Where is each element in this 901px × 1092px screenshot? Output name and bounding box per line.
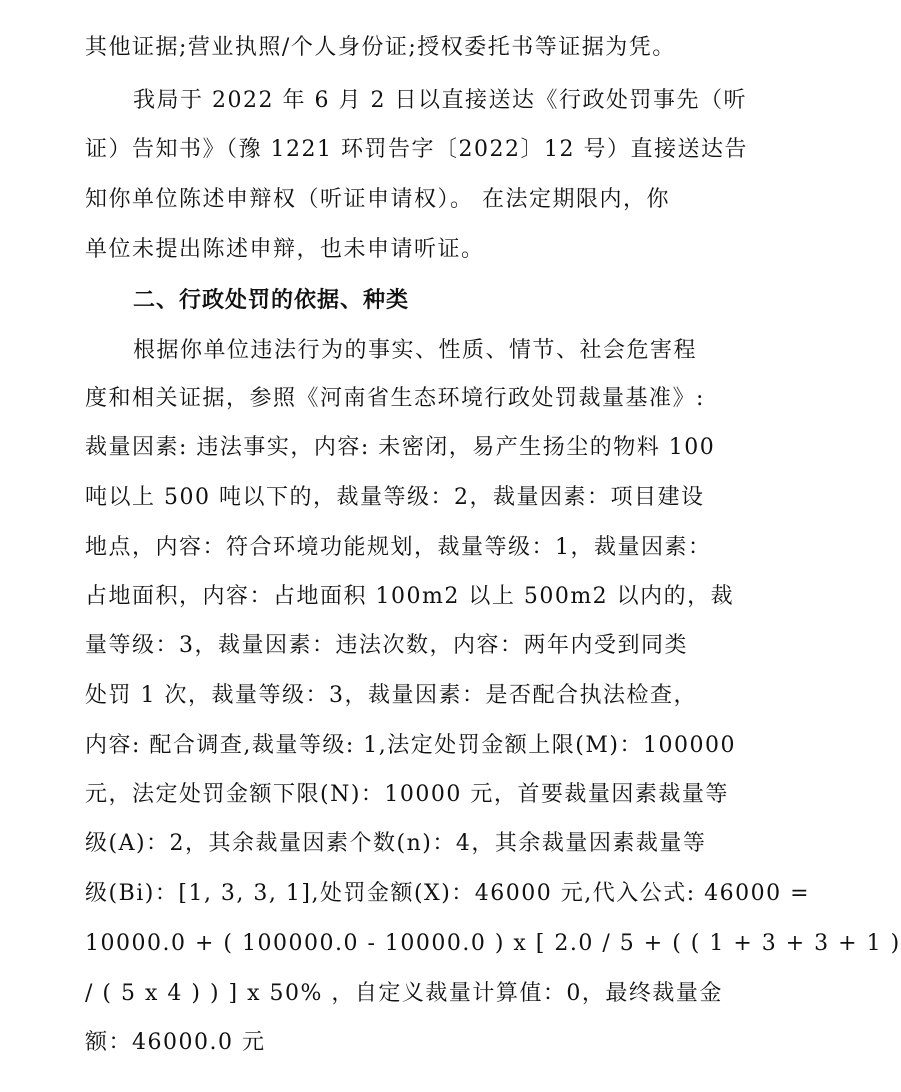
text-line-4: 知你单位陈述申辩权（听证申请权）。 在法定期限内，你 bbox=[85, 187, 670, 212]
text-line-17: 级(A)：2，其余裁量因素个数(n)：4，其余裁量因素裁量等 bbox=[85, 831, 707, 856]
text-line-1: 其他证据;营业执照/个人身份证;授权委托书等证据为凭。 bbox=[85, 35, 676, 60]
text-line-5: 单位未提出陈述申辩，也未申请听证。 bbox=[85, 237, 485, 262]
text-line-7: 根据你单位违法行为的事实、性质、情节、社会危害程 bbox=[133, 338, 698, 363]
text-line-19: 10000.0 + ( 100000.0 - 10000.0 ) x [ 2.0 / 5 + ( ( 1 + 3 + 3 + 1 ) bbox=[85, 931, 901, 956]
text-line-11: 地点，内容：符合环境功能规划，裁量等级：1，裁量因素： bbox=[85, 535, 712, 560]
text-line-20: / ( 5 x 4 ) ) ] x 50% ，自定义裁量计算值：0，最终裁量金 bbox=[85, 981, 723, 1006]
text-line-10: 吨以上 500 吨以下的，裁量等级：2，裁量因素：项目建设 bbox=[85, 485, 705, 510]
text-line-12: 占地面积，内容：占地面积 100m2 以上 500m2 以内的，裁 bbox=[85, 584, 735, 609]
text-line-14: 处罚 1 次，裁量等级：3，裁量因素：是否配合执法检查， bbox=[85, 683, 697, 708]
text-line-13: 量等级：3，裁量因素：违法次数，内容：两年内受到同类 bbox=[85, 633, 688, 658]
text-line-16: 元，法定处罚金额下限(N)：10000 元，首要裁量因素裁量等 bbox=[85, 782, 729, 807]
text-line-18: 级(Bi)：[1, 3, 3, 1],处罚金额(X)：46000 元,代入公式: 46000 = bbox=[85, 881, 811, 906]
text-line-3: 证）告知书》（豫 1221 环罚告字〔2022〕12 号）直接送达告 bbox=[85, 137, 748, 162]
text-line-2: 我局于 2022 年 6 月 2 日以直接送达《行政处罚事先（听 bbox=[133, 88, 747, 113]
text-line-15: 内容: 配合调查,裁量等级: 1,法定处罚金额上限(M)：100000 bbox=[85, 733, 736, 758]
text-line-9: 裁量因素: 违法事实，内容: 未密闭，易产生扬尘的物料 100 bbox=[85, 435, 716, 460]
section-heading: 二、行政处罚的依据、种类 bbox=[133, 288, 410, 313]
text-line-8: 度和相关证据，参照《河南省生态环境行政处罚裁量基准》: bbox=[85, 386, 705, 411]
text-line-21: 额：46000.0 元 bbox=[85, 1030, 266, 1055]
